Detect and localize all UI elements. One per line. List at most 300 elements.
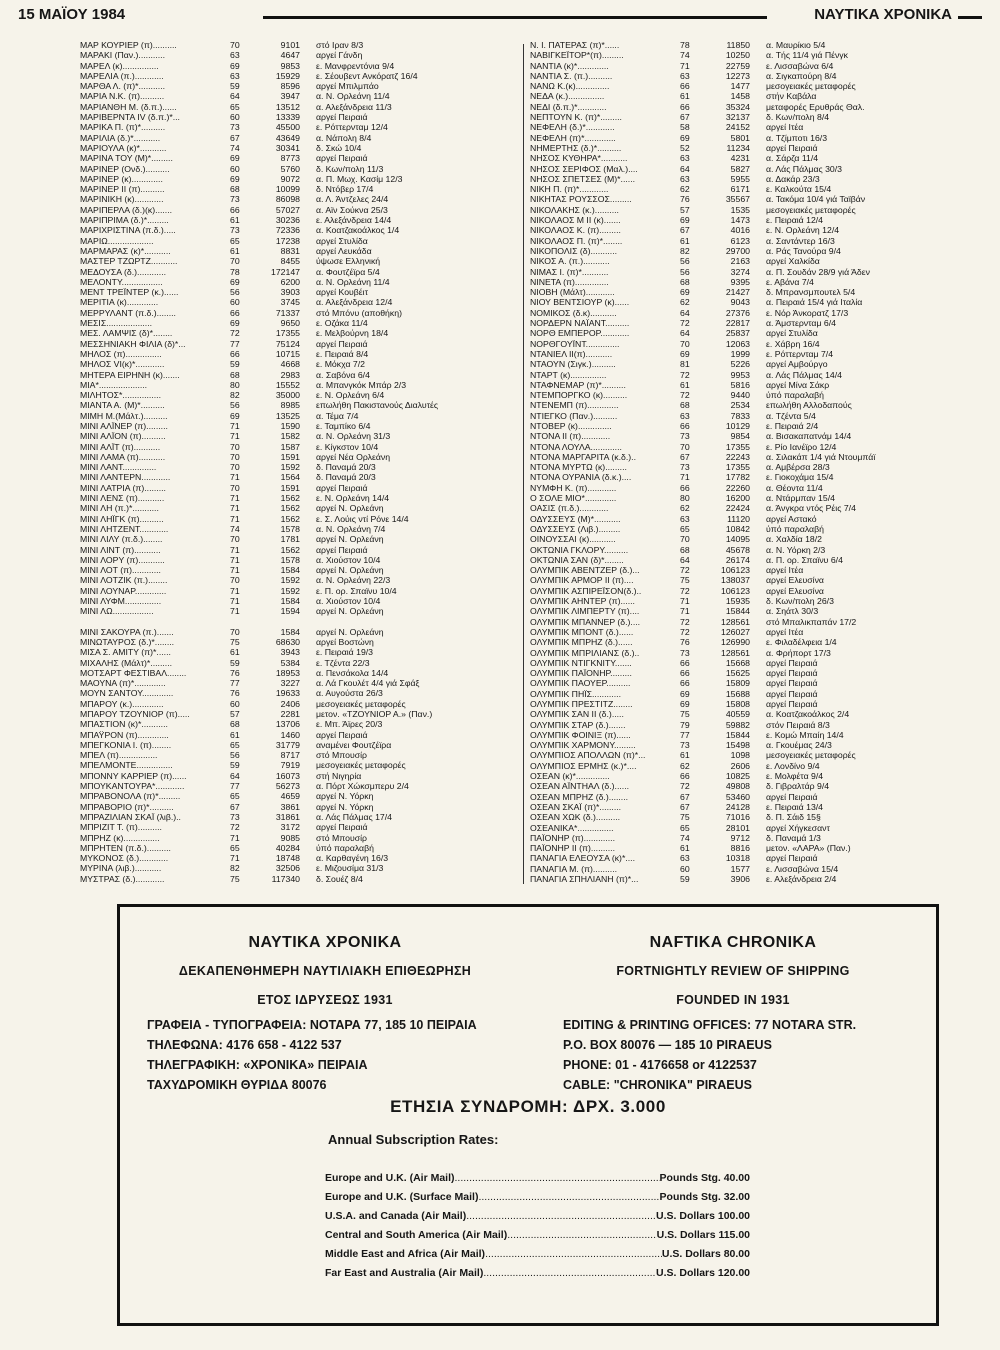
ship-name: ΜΑΡΙΒΕΡΝΤΑ IV (δ.π.)*... xyxy=(80,112,180,123)
ship-entry xyxy=(80,843,510,853)
ship-entry xyxy=(80,658,510,668)
ship-entry xyxy=(80,225,510,235)
ship-year: 69 xyxy=(230,276,240,287)
ship-status: α. Τζέντα 5/4 xyxy=(766,410,816,421)
ship-tonnage: 3745 xyxy=(280,297,300,308)
ship-status: ε. Μελβούρνη 18/4 xyxy=(316,328,389,339)
page-header xyxy=(18,6,982,28)
ship-status: α. Φουτζέϊρα 5/4 xyxy=(316,266,380,277)
ship-tonnage: 21427 xyxy=(725,287,750,298)
ship-tonnage: 10250 xyxy=(725,50,750,61)
ship-status: α. Πενσάκολα 14/4 xyxy=(316,667,389,678)
rate-value: Pounds Stg. 40.00 xyxy=(659,1172,750,1184)
ship-year: 80 xyxy=(230,379,240,390)
ship-status: αργεί Χαλκίδα xyxy=(766,256,820,267)
ship-tonnage: 1577 xyxy=(730,863,750,874)
ship-name: ΜΠΡΗΤΕΝ (π.δ.).......... xyxy=(80,842,171,853)
ship-year: 68 xyxy=(230,184,240,195)
ship-status: α. Αλεξάνδρεια 12/4 xyxy=(316,297,393,308)
rate-row xyxy=(325,1172,750,1184)
ship-tonnage: 3947 xyxy=(280,91,300,102)
ship-year: 63 xyxy=(680,153,690,164)
ship-entry xyxy=(80,493,510,503)
ship-tonnage: 9440 xyxy=(730,390,750,401)
ship-entry xyxy=(80,215,510,225)
ship-entry xyxy=(80,205,510,215)
ship-entry xyxy=(80,308,510,318)
ship-status: μεσογειακές μεταφορές xyxy=(316,760,406,771)
ship-entry xyxy=(80,534,510,544)
ship-year: 60 xyxy=(230,698,240,709)
ship-tonnage: 3943 xyxy=(280,647,300,658)
ship-year: 67 xyxy=(680,801,690,812)
ship-name: ΟΣΕΑΝΙΚΑ*............... xyxy=(530,822,614,833)
ship-status: α. Ν. Ορλεάνη 22/3 xyxy=(316,575,391,586)
ship-tonnage: 1562 xyxy=(280,544,300,555)
ship-year: 61 xyxy=(680,235,690,246)
ship-entry xyxy=(80,863,510,873)
ship-status: α. Τέμα 7/4 xyxy=(316,410,359,421)
ship-year: 76 xyxy=(680,637,690,648)
ship-tonnage: 9854 xyxy=(730,431,750,442)
ship-tonnage: 1535 xyxy=(730,204,750,215)
ship-name: ΜΠΡΑΒΟΝΟΛΑ (π)*......... xyxy=(80,791,181,802)
ship-tonnage: 1562 xyxy=(280,503,300,514)
ship-entry xyxy=(80,71,510,81)
ship-year: 73 xyxy=(230,225,240,236)
ship-status: ε. Ταμπίκο 6/4 xyxy=(316,420,371,431)
ship-tonnage: 3903 xyxy=(280,287,300,298)
ship-entry xyxy=(80,122,510,132)
ship-entry xyxy=(530,246,960,256)
ship-status: αργεί Ν. Ορλεάνη xyxy=(316,626,384,637)
ship-name: ΟΛΥΜΠΙΚ ΠΑΟΥΕΡ.......... xyxy=(530,678,631,689)
ship-status: δ. Παναμά 20/3 xyxy=(316,462,376,473)
ship-status: α. Χαλδία 18/2 xyxy=(766,534,822,545)
ship-tonnage: 31779 xyxy=(275,739,300,750)
ship-year: 59 xyxy=(230,657,240,668)
ship-name: ΟΔΥΣΣΕΥΣ (Λιβ.)......... xyxy=(530,523,621,534)
ship-tonnage: 30236 xyxy=(275,215,300,226)
ship-tonnage: 9853 xyxy=(280,60,300,71)
ship-status: αργεί Ν. Υόρκη xyxy=(316,801,374,812)
ship-status: ε. Αλεξάνδρεια 2/4 xyxy=(766,874,837,885)
ship-year: 71 xyxy=(230,513,240,524)
ship-year: 71 xyxy=(230,853,240,864)
ship-year: 70 xyxy=(230,482,240,493)
ship-year: 56 xyxy=(230,750,240,761)
ship-status: αργεί Πειραιά xyxy=(316,338,368,349)
ship-entry xyxy=(80,647,510,657)
ship-year: 60 xyxy=(230,297,240,308)
rates-title: Annual Subscription Rates: xyxy=(328,1132,499,1147)
ship-year: 66 xyxy=(680,678,690,689)
ship-entry xyxy=(530,637,960,647)
ship-name: ΝΟΜΙΚΟΣ (δ.κ)........... xyxy=(530,307,617,318)
ship-status: αργεί Κουβέιτ xyxy=(316,287,369,298)
ship-name: ΜΙΝΙ ΛΗ (π.)*........... xyxy=(80,503,159,514)
ship-entry xyxy=(530,792,960,802)
ship-tonnage: 6171 xyxy=(730,184,750,195)
ship-entry xyxy=(530,483,960,493)
ship-entry xyxy=(530,761,960,771)
ship-name: ΝΑΒΙΓΚΕΪΤΟΡ*(π)......... xyxy=(530,50,624,61)
ship-entry xyxy=(80,802,510,812)
ship-year: 80 xyxy=(680,493,690,504)
ship-status: α. Τζίμποτι 16/3 xyxy=(766,132,828,143)
ship-name: ΝΕΦΕΛΗ (π)*............. xyxy=(530,132,616,143)
ship-tonnage: 10129 xyxy=(725,420,750,431)
ship-entry xyxy=(80,545,510,555)
ship-tonnage: 1578 xyxy=(280,523,300,534)
ship-entry xyxy=(80,431,510,441)
ship-status: ε. Σέουβεντ Ανκόρατζ 16/4 xyxy=(316,70,418,81)
ship-year: 71 xyxy=(230,431,240,442)
ship-name: ΟΔΥΣΣΕΥΣ (Μ)*........... xyxy=(530,513,621,524)
ship-year: 70 xyxy=(680,534,690,545)
ship-year: 67 xyxy=(680,225,690,236)
ship-entry xyxy=(530,596,960,606)
ship-year: 67 xyxy=(680,791,690,802)
ship-entry xyxy=(80,184,510,194)
ship-tonnage: 13339 xyxy=(275,112,300,123)
ship-tonnage: 4659 xyxy=(280,791,300,802)
ship-status: αργεί Χήγκεσαντ xyxy=(766,822,830,833)
ship-name: ΜΕΛΟΝΤΥ................. xyxy=(80,276,163,287)
ship-entry xyxy=(80,606,510,616)
ship-tonnage: 1590 xyxy=(280,420,300,431)
ship-tonnage: 29700 xyxy=(725,245,750,256)
ship-entry xyxy=(80,91,510,101)
ship-name: ΜΑΣΤΕΡ ΤΖΩΡΤΖ........... xyxy=(80,256,178,267)
ship-name: ΜΑΡΙΑΝΘΗ Μ. (δ.π.)...... xyxy=(80,101,177,112)
ship-status: αργεί Πειραιά xyxy=(316,112,368,123)
ship-name: ΜΠΡΑΒΟΡΙΟ (π)*.......... xyxy=(80,801,174,812)
ship-year: 69 xyxy=(680,132,690,143)
ship-entry xyxy=(80,50,510,60)
ship-status: μεσογειακές μεταφορές xyxy=(316,698,406,709)
ship-tonnage: 128561 xyxy=(721,647,750,658)
ship-year: 65 xyxy=(680,523,690,534)
ship-name: ΜΙΝΙ ΛΑΤΡΙΑ (π)......... xyxy=(80,482,166,493)
ship-name: ΜΙΣΑ Σ. ΑΜΙΤΥ (π)*...... xyxy=(80,647,171,658)
ship-entry xyxy=(80,112,510,122)
ship-year: 72 xyxy=(680,390,690,401)
ship-status: α. Χιούστον 10/4 xyxy=(316,554,381,565)
ship-entry xyxy=(80,174,510,184)
masthead-box xyxy=(117,904,939,1326)
ship-year: 71 xyxy=(230,503,240,514)
ship-name: ΟΛΥΜΠΙΚ ΜΠΡΙΛΙΑΝΣ (δ.).. xyxy=(530,647,640,658)
ship-status: ύψωσε Ελληνική xyxy=(316,256,381,267)
ship-name: ΜΙΝΙ ΛΕΝΣ (π)........... xyxy=(80,493,165,504)
ship-year: 66 xyxy=(680,81,690,92)
ship-name: ΝΟΡΘΓΟΥΪΝΤ.............. xyxy=(530,338,620,349)
ship-entry xyxy=(80,287,510,297)
ship-name: ΜΙΑ*.................... xyxy=(80,379,148,390)
ship-name: ΜΙΝΩΤΑΥΡΟΣ (δ.)*........ xyxy=(80,636,175,647)
ship-status: αργεί Ν. Ορλεάνη xyxy=(316,534,384,545)
ship-year: 68 xyxy=(230,719,240,730)
ship-status: στή Νιγηρία xyxy=(316,770,362,781)
ship-name: ΜΠΟΝΝΥ ΚΑΡΡΙΕΡ (π)...... xyxy=(80,770,187,781)
ship-entry xyxy=(80,277,510,287)
ship-status: αργεί Ιτέα xyxy=(766,626,804,637)
ship-tonnage: 5226 xyxy=(730,359,750,370)
ship-entry xyxy=(530,853,960,863)
ship-name: ΜΑΡΜΑΡΑΣ (κ)*........... xyxy=(80,245,171,256)
ship-entry xyxy=(80,750,510,760)
ship-year: 68 xyxy=(680,276,690,287)
ship-entry xyxy=(530,421,960,431)
ship-year: 71 xyxy=(230,554,240,565)
ship-tonnage: 27376 xyxy=(725,307,750,318)
ship-status: α. Άμστερνταμ 6/4 xyxy=(766,318,836,329)
ship-name: ΝΗΣΟΣ ΣΠΕΤΣΕΣ (Μ)*...... xyxy=(530,173,636,184)
ship-status: α. Βισακαπατνάμ 14/4 xyxy=(766,431,852,442)
ship-tonnage: 53460 xyxy=(725,791,750,802)
ship-status: ε. Μολφέτα 9/4 xyxy=(766,771,824,782)
ship-year: 65 xyxy=(230,101,240,112)
ship-year: 69 xyxy=(230,153,240,164)
ship-tonnage: 10715 xyxy=(275,348,300,359)
ship-year: 60 xyxy=(680,863,690,874)
ship-name: ΟΛΥΜΠΙΚ ΑΗΝΤΕΡ (π)...... xyxy=(530,596,635,607)
ship-year: 57 xyxy=(230,709,240,719)
ship-tonnage: 9395 xyxy=(730,276,750,287)
ship-name: ΟΛΥΜΠΙΚ ΠΑΪΟΝΗΡ......... xyxy=(530,668,632,679)
ship-entry xyxy=(530,277,960,287)
ship-year: 67 xyxy=(230,132,240,143)
ship-tonnage: 43649 xyxy=(275,132,300,143)
ship-entry xyxy=(80,81,510,91)
ship-entry xyxy=(530,699,960,709)
ship-status: αργεί Πειραιά xyxy=(766,791,818,802)
ship-tonnage: 12063 xyxy=(725,338,750,349)
ship-tonnage: 1592 xyxy=(280,462,300,473)
ship-year: 64 xyxy=(680,163,690,174)
ship-tonnage: 32506 xyxy=(275,863,300,874)
ship-name: ΜΑΡΙΝΙΚΗ (κ)............ xyxy=(80,194,164,205)
ship-tonnage: 1584 xyxy=(280,626,300,637)
ship-tonnage: 11234 xyxy=(726,142,750,153)
ship-year: 76 xyxy=(680,194,690,205)
ship-tonnage: 8455 xyxy=(280,256,300,267)
ship-tonnage: 3172 xyxy=(280,822,300,833)
ship-year: 66 xyxy=(680,420,690,431)
ship-name: ΜΙΝΙ ΣΑΚΟΥΡΑ (π.)....... xyxy=(80,626,174,637)
ship-status: α. Ν. Ορλεάνη 11/4 xyxy=(316,276,390,287)
ship-tonnage: 14095 xyxy=(725,534,750,545)
ship-status: ε. Κίγκστον 10/4 xyxy=(316,441,379,452)
ship-year: 73 xyxy=(680,740,690,751)
ship-status: ε. Ρόττερνταμ 7/4 xyxy=(766,348,834,359)
ship-entry xyxy=(80,164,510,174)
ship-year: 70 xyxy=(680,441,690,452)
ship-year: 65 xyxy=(230,842,240,853)
ship-tonnage: 1592 xyxy=(280,575,300,586)
ship-status: αργεί Πειραιά xyxy=(316,482,368,493)
ship-name: ΝΙΚΟΠΟΛΙΣ (δ)........... xyxy=(530,245,618,256)
ship-column-right xyxy=(530,40,960,884)
ship-year: 59 xyxy=(680,874,690,885)
ship-entry xyxy=(80,771,510,781)
ship-tonnage: 1587 xyxy=(280,441,300,452)
ship-status: α. Π. ορ. Σπαϊνυ 6/4 xyxy=(766,554,843,565)
ship-tonnage: 1592 xyxy=(280,585,300,596)
ship-status: αργεί Αμβούργο xyxy=(766,359,828,370)
ship-tonnage: 40559 xyxy=(725,709,750,720)
ship-entry xyxy=(530,678,960,688)
cable-en: CABLE: "CHRONIKA" PIRAEUS xyxy=(563,1078,752,1092)
ship-tonnage: 2163 xyxy=(730,256,750,267)
ship-name: ΜΑΡΙΝΕΡ (Ονδ.).......... xyxy=(80,163,170,174)
ship-status: ε. Ρόττερνταμ 12/4 xyxy=(316,122,388,133)
ship-name: ΜΠΕΛ (π)................ xyxy=(80,750,158,761)
ship-name: ΜΕΣΙΣ................... xyxy=(80,318,153,329)
ship-year: 65 xyxy=(230,739,240,750)
ship-tonnage: 106123 xyxy=(721,585,750,596)
ship-name: ΜΕΡΙΤΙΑ (κ)............. xyxy=(80,297,159,308)
ship-tonnage: 17355 xyxy=(725,441,750,452)
ship-status: ε. Γιοκοχάμα 15/4 xyxy=(766,472,834,483)
ship-status: α. Σάρζα 11/4 xyxy=(766,153,819,164)
ship-tonnage: 9072 xyxy=(280,173,300,184)
ship-tonnage: 15688 xyxy=(725,688,750,699)
ship-name: ΟΛΥΜΠΙΚ ΝΤΙΓΚΝΙΤΥ....... xyxy=(530,657,632,668)
ship-year: 72 xyxy=(680,781,690,792)
ship-tonnage: 8596 xyxy=(280,81,300,92)
ship-entry xyxy=(530,740,960,750)
ship-status: ε. Λονδίνο 9/4 xyxy=(766,760,820,771)
ship-tonnage: 4668 xyxy=(280,359,300,370)
ship-status: στό Μπαλικπαπάν 17/2 xyxy=(766,616,857,627)
ship-entry xyxy=(80,853,510,863)
ship-entry xyxy=(530,514,960,524)
ship-status: αναμένει Φουτζέϊρα xyxy=(316,739,392,750)
ship-tonnage: 126027 xyxy=(721,626,750,637)
ship-name: ΜΑΡΕΛΙΑ (π.)............ xyxy=(80,70,164,81)
ship-year: 67 xyxy=(680,451,690,462)
ship-year: 66 xyxy=(680,101,690,112)
ship-entry xyxy=(530,287,960,297)
ship-year: 71 xyxy=(230,565,240,576)
ship-tonnage: 9650 xyxy=(280,318,300,329)
ship-year: 72 xyxy=(680,369,690,380)
ship-entry xyxy=(530,81,960,91)
ship-entry xyxy=(530,575,960,585)
ship-year: 71 xyxy=(230,420,240,431)
ship-year: 75 xyxy=(680,812,690,823)
ship-year: 77 xyxy=(230,781,240,792)
ship-year: 61 xyxy=(680,843,690,854)
ship-entry xyxy=(530,555,960,565)
ship-tonnage: 4647 xyxy=(280,50,300,61)
ship-name: ΝΤΟΝΑ ΜΑΡΓΑΡΙΤΑ (κ.δ.).. xyxy=(530,451,637,462)
ship-year: 62 xyxy=(680,503,690,514)
ship-entry xyxy=(530,390,960,400)
ship-status: αργεί Πειραιά xyxy=(766,853,818,864)
ship-status: δ. Γιβραλτάρ 9/4 xyxy=(766,781,830,792)
ship-name: ΜΠΑΫΡΟΝ (π)............. xyxy=(80,729,169,740)
ship-entry xyxy=(80,370,510,380)
ship-name: ΜΙΝΙ ΛΟΡΥ (π)........... xyxy=(80,554,165,565)
ship-status: ε. Πειραιά 19/3 xyxy=(316,647,374,658)
ship-status: αργεί Λευκάδα xyxy=(316,245,372,256)
row-gap xyxy=(80,617,510,627)
rate-row xyxy=(325,1229,750,1241)
masthead-subtitle-gr: ΔΕΚΑΠΕΝΘΗΜΕΡΗ ΝΑΥΤΙΛΙΑΚΗ ΕΠΙΘΕΩΡΗΣΗ xyxy=(178,964,472,978)
ship-tonnage: 45500 xyxy=(275,122,300,133)
ship-status: αργεί Στυλίδα xyxy=(766,328,818,339)
ship-status: δ. Κων/πολη 26/3 xyxy=(766,596,834,607)
ship-tonnage: 1458 xyxy=(730,91,750,102)
ship-status: α. Λάς Πάλμας 30/3 xyxy=(766,163,842,174)
ship-year: 59 xyxy=(230,760,240,771)
rate-value: U.S. Dollars 100.00 xyxy=(656,1210,750,1222)
ship-year: 58 xyxy=(680,122,690,133)
ship-year: 70 xyxy=(230,256,240,267)
ship-status: α. Λάς Πάλμας 17/4 xyxy=(316,811,392,822)
ship-status: μετον. «ΤΖΟΥΝΙΟΡ Α.» (Παν.) xyxy=(316,709,433,719)
ship-status: α. Σιγκαπούρη 8/4 xyxy=(766,70,837,81)
ship-name: ΠΑΝΑΓΙΑ ΣΠΗΛΙΑΝΗ (π)*... xyxy=(530,874,639,885)
ship-name: ΜΠΑΡΟΥ (κ.)............. xyxy=(80,698,164,709)
ship-status: ε. Πειραιά 8/4 xyxy=(316,348,369,359)
ship-status: αργεί Γάνδη xyxy=(316,50,363,61)
ship-entry xyxy=(530,225,960,235)
ship-name: ΝΤΕΝΕΜΠ (π)............. xyxy=(530,400,619,411)
ship-year: 72 xyxy=(680,565,690,576)
ship-tonnage: 15668 xyxy=(725,657,750,668)
ship-year: 71 xyxy=(680,472,690,483)
ship-tonnage: 8831 xyxy=(280,245,300,256)
ship-status: ε. Πειραιά 12/4 xyxy=(766,215,824,226)
ship-tonnage: 1477 xyxy=(730,81,750,92)
ship-year: 73 xyxy=(680,462,690,473)
ship-tonnage: 18953 xyxy=(275,667,300,678)
ship-year: 70 xyxy=(230,534,240,545)
ship-year: 70 xyxy=(230,462,240,473)
ship-year: 78 xyxy=(680,40,690,50)
ship-tonnage: 1591 xyxy=(280,451,300,462)
ship-year: 70 xyxy=(230,626,240,637)
rate-label: Middle East and Africa (Air Mail) xyxy=(325,1248,486,1260)
ship-status: α. Μπανγκόκ Μπάρ 2/3 xyxy=(316,379,407,390)
ship-year: 81 xyxy=(680,359,690,370)
ship-entry xyxy=(530,318,960,328)
ship-year: 61 xyxy=(230,215,240,226)
ship-status: αργεί Ν. Υόρκη xyxy=(316,791,374,802)
ship-status: ύπό παραλαβή xyxy=(316,842,374,853)
ship-entry xyxy=(530,236,960,246)
ship-status: α. Ν. Υόρκη 2/3 xyxy=(766,544,826,555)
ship-tonnage: 5801 xyxy=(730,132,750,143)
ship-status: α. Λ. Άντζελες 24/4 xyxy=(316,194,389,205)
ship-name: ΜΙΑΝΤΑ Α. (Μ)*.......... xyxy=(80,400,165,411)
ship-status: α. Μαυρίκιο 5/4 xyxy=(766,40,826,50)
ship-year: 60 xyxy=(230,163,240,174)
ship-tonnage: 138037 xyxy=(721,575,750,586)
ship-tonnage: 22424 xyxy=(725,503,750,514)
ship-year: 70 xyxy=(230,441,240,452)
ship-year: 72 xyxy=(230,822,240,833)
ship-status: αργεί Μπιλμπάο xyxy=(316,81,379,92)
office-address-gr: ΓΡΑΦΕΙΑ - ΤΥΠΟΓΡΑΦΕΙΑ: ΝΟΤΑΡΑ 77, 185 10 ΠΕΙΡΑΙΑ xyxy=(147,1018,477,1032)
ship-entry xyxy=(530,297,960,307)
ship-year: 59 xyxy=(230,81,240,92)
ship-year: 61 xyxy=(230,245,240,256)
